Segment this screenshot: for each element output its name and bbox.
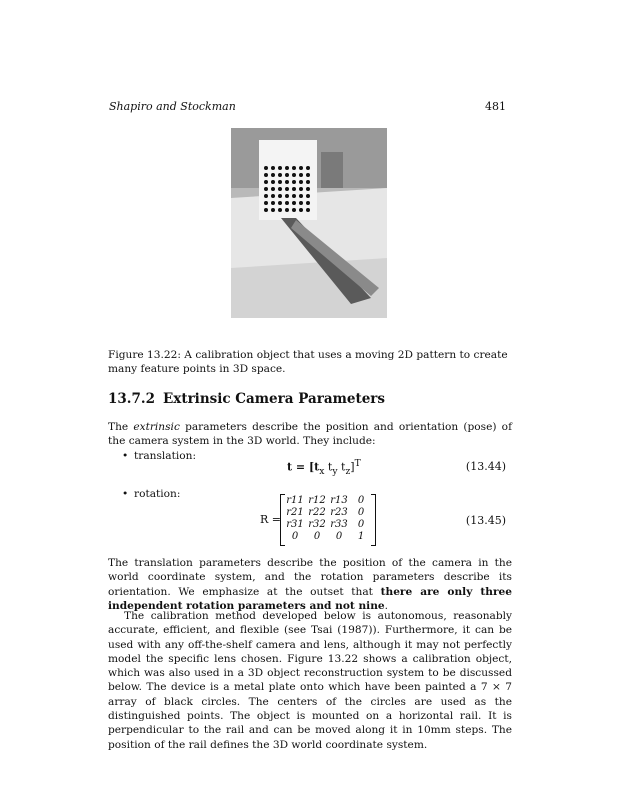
matrix-right-bracket (371, 494, 376, 546)
t-end: ] (350, 460, 355, 474)
matrix-left-bracket (280, 494, 285, 546)
equation-number-13-44: (13.44) (465, 460, 506, 473)
intro-emphasis: extrinsic (133, 421, 180, 433)
matrix-cell: 0 (335, 531, 343, 542)
equation-number-13-45: (13.45) (465, 514, 506, 527)
t-sup: T (354, 458, 361, 469)
translation-rotation-paragraph (108, 556, 512, 613)
page-number: 481 (485, 100, 506, 113)
bullet-translation: • translation: (122, 450, 197, 462)
running-header: Shapiro and Stockman (109, 100, 236, 113)
t-sub-y: y (332, 465, 338, 477)
matrix-cell: r32 (308, 519, 326, 530)
bullet-translation-label: translation: (134, 450, 197, 462)
t-lhs: t = [t (287, 460, 320, 474)
t-sub-x: x (319, 465, 325, 477)
rotation-matrix (284, 495, 372, 543)
calibration-method-paragraph: The calibration method developed below is autonomous, reasonably accurate, efficient, and flexible (see Tsai (1987)). Furthermore, it can be used with any off-the-shelf camera and lens, although it may not perfectly model the specific lens chosen. Figure 13.22 shows a calibration object, which was also used in a 3D object reconstruction system to be discussed below. The device is a metal plate onto which have been painted a 7 × 7 array of black circles. The centers of the circles are used as the distinguished points. The object is mounted on a horizontal rail. It is perpendicular to the rail and can be moved along it in 10mm steps. The position of the rail defines the 3D world coordinate system. (108, 610, 512, 751)
t-mid1: t (324, 460, 333, 474)
matrix-cell: 0 (313, 531, 321, 542)
intro-prefix: The (108, 421, 134, 433)
translation-equation (287, 458, 361, 477)
bullet-rotation: • rotation: (122, 488, 181, 500)
matrix-cell: r12 (308, 495, 326, 506)
matrix-cell: 0 (357, 495, 365, 506)
intro-paragraph (108, 420, 512, 449)
t-mid2: t (337, 460, 346, 474)
para2-end: . (384, 599, 389, 612)
matrix-cell: r11 (286, 495, 304, 506)
matrix-cell: r33 (330, 519, 348, 530)
section-title: Extrinsic Camera Parameters (163, 391, 386, 407)
matrix-cell: 0 (357, 519, 365, 530)
matrix-cell: r22 (308, 507, 326, 518)
matrix-cell: r31 (286, 519, 304, 530)
t-sub-z: z (345, 465, 351, 477)
section-heading (108, 391, 512, 407)
section-number: 13.7.2 (108, 391, 155, 407)
intro-rest: parameters describe the position and orientation (pose) of the camera system in the 3D world. They include: (108, 421, 512, 448)
matrix-cell: 0 (357, 507, 365, 518)
para2-emphasis: there are only three independent rotation parameters and not nine (108, 585, 513, 612)
matrix-cell: 1 (357, 531, 365, 542)
matrix-cell: r21 (286, 507, 304, 518)
matrix-cell: r23 (330, 507, 348, 518)
bullet-rotation-label: rotation: (134, 488, 181, 500)
matrix-cell: 0 (291, 531, 299, 542)
rotation-lhs: R = (260, 513, 281, 526)
figure-caption: Figure 13.22: A calibration object that uses a moving 2D pattern to create many feature points in 3D space. (108, 349, 508, 375)
matrix-cell: r13 (330, 495, 348, 506)
para2-text: The translation parameters describe the position of the camera in the world coordinate system, and the rotation parameters describe its orientation. We emphasize at the outset that (108, 557, 512, 598)
calibration-object-photo (231, 128, 387, 318)
